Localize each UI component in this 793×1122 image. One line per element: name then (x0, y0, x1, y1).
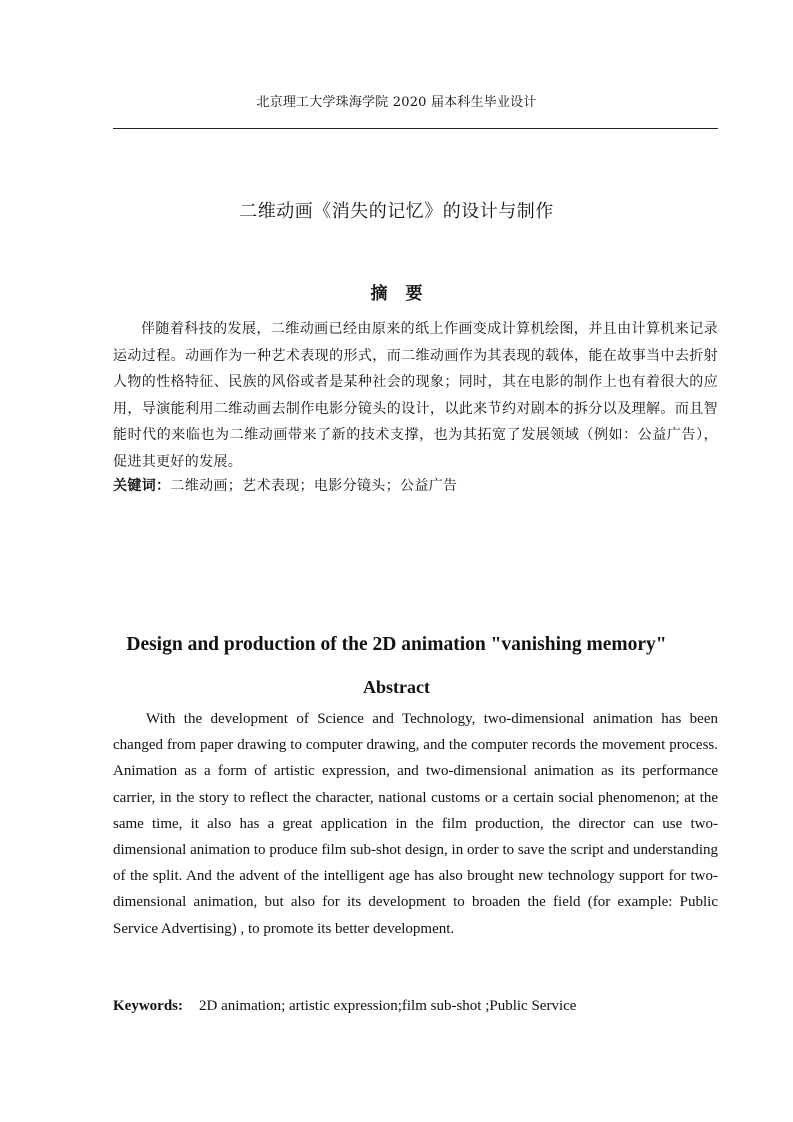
english-keywords-label: Keywords: (113, 998, 183, 1014)
english-abstract-body: With the development of Science and Technology, two-dimensional animation has been changed from paper drawing to computer drawing, and the computer records the movement process. Animation as a form of artistic expression, and two-dimensional animation as its performance carrier, in the story to reflect the character, national customs or a certain social phenomenon; at the same time, it also has a great application in the film production, the director can use two-dimensional animation to produce film sub-shot design, in order to save the script and understanding of the split. And the advent of the intelligent age has also brought new technology support for two-dimensional animation, but also for its development to broaden the field (for example: Public Service Advertising) , to promote its better development. (113, 711, 718, 937)
chinese-title: 二维动画《消失的记忆》的设计与制作 (239, 201, 554, 222)
running-header: 北京理工大学珠海学院 2020 届本科生毕业设计 (256, 95, 537, 110)
chinese-keywords (113, 474, 718, 498)
header-divider (113, 128, 718, 129)
english-keywords (113, 994, 718, 1018)
english-keywords-text: 2D animation; artistic expression;film sub-shot ;Public Service (199, 998, 577, 1014)
chinese-abstract-heading: 摘要 (370, 284, 441, 304)
chinese-keywords-text: 二维动画；艺术表现；电影分镜头；公益广告 (170, 478, 458, 494)
chinese-keywords-label: 关键词： (113, 478, 171, 494)
english-abstract-heading: Abstract (363, 677, 430, 697)
chinese-abstract-body: 伴随着科技的发展，二维动画已经由原来的纸上作画变成计算机绘图，并且由计算机来记录运动过程。动画作为一种艺术表现的形式，而二维动画作为其表现的载体，能在故事当中去折射人物的性格特征、民族的风俗或者是某种社会的现象；同时，其在电影的制作上也有着很大的应用，导演能利用二维动画去制作电影分镜头的设计，以此来节约对剧本的拆分以及理解。而且智能时代的来临也为二维动画带来了新的技术支撑，也为其拓宽了发展领域（例如：公益广告），促进其更好的发展。 (113, 321, 718, 470)
english-title: Design and production of the 2D animation "vanishing memory" (126, 634, 667, 655)
